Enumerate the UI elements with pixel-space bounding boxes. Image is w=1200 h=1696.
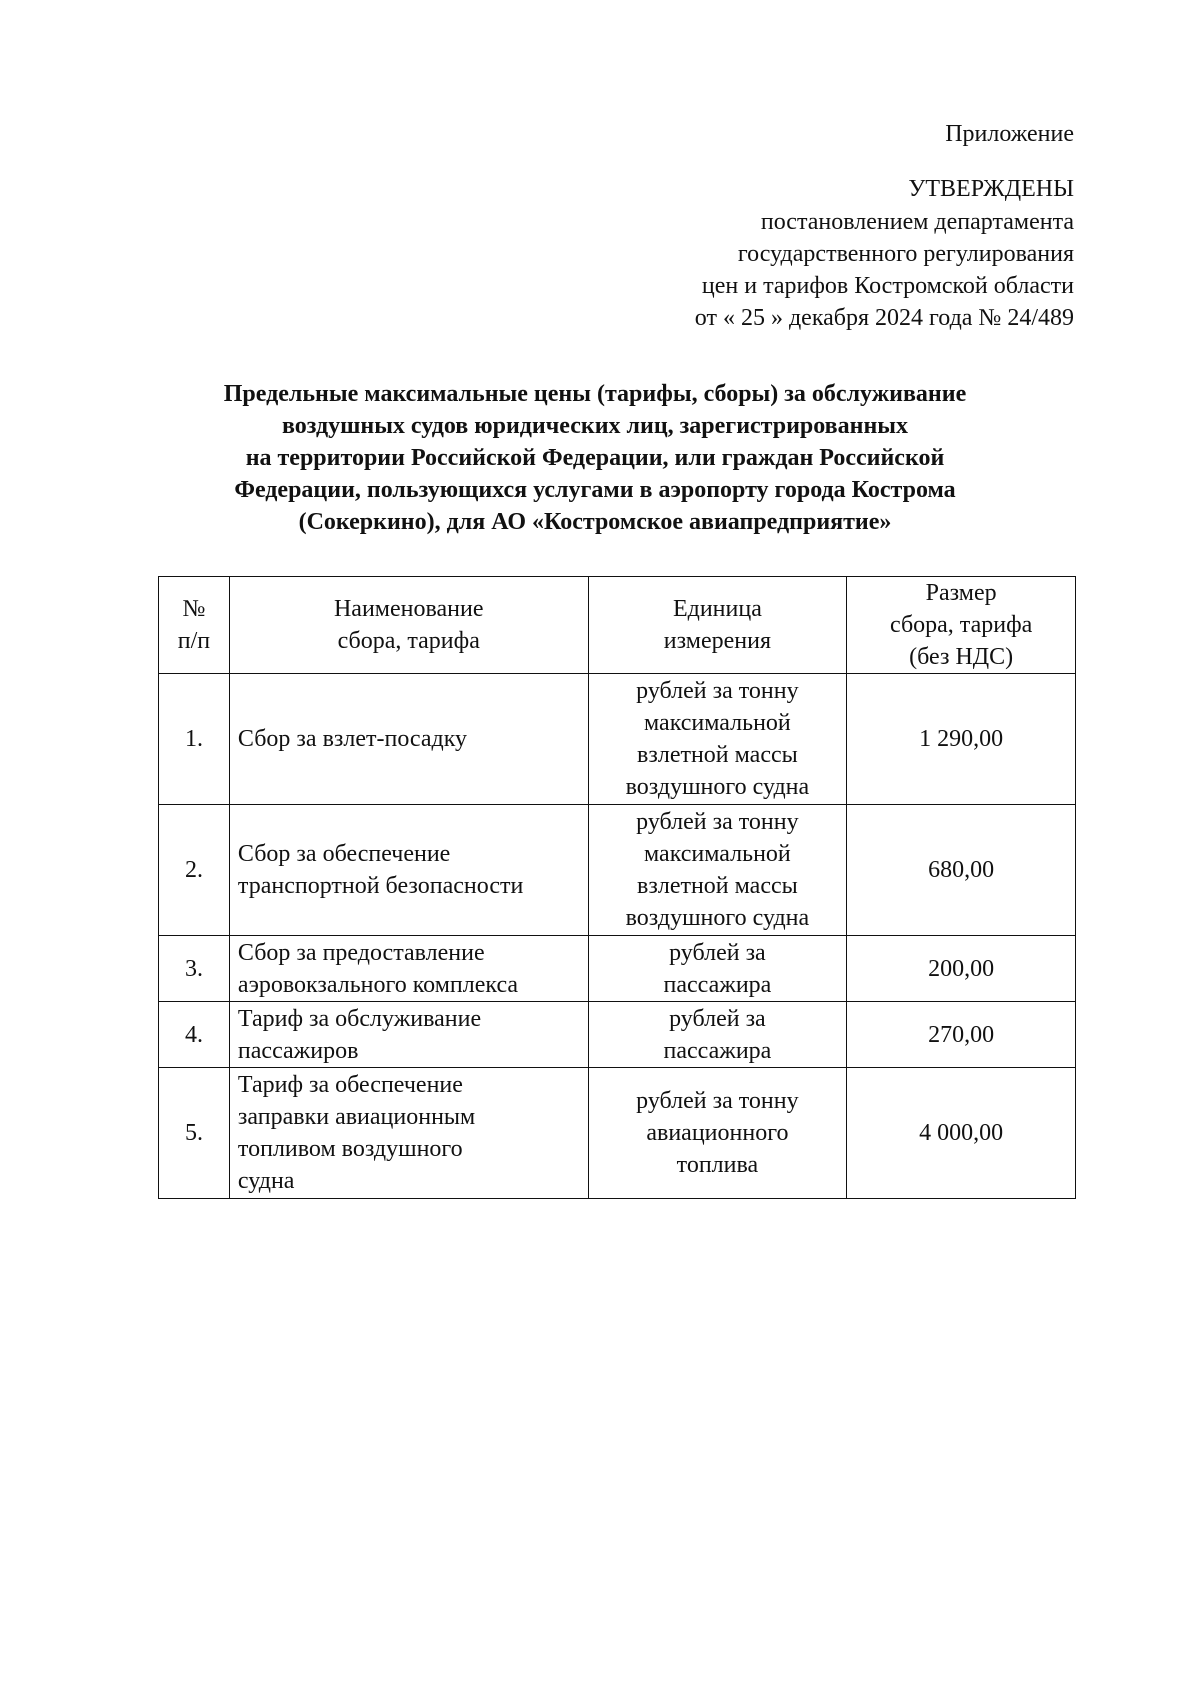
document-title	[150, 378, 1040, 538]
row-unit-line: рублей за тонну	[636, 809, 799, 835]
header-name-line: Наименование	[333, 596, 484, 622]
approval-line-3: цен и тарифов Костромской области	[701, 273, 1074, 299]
header-value	[847, 577, 1076, 674]
row-name-line: Тариф за обслуживание	[237, 1005, 482, 1032]
header-unit-line: измерения	[663, 628, 771, 654]
header-name	[229, 577, 588, 674]
row-value: 270,00	[847, 1002, 1076, 1068]
row-unit-line: максимальной	[644, 710, 791, 736]
header-num	[159, 577, 230, 674]
row-name-line: судна	[237, 1168, 295, 1194]
title-line-2: воздушных судов юридических лиц, зарегистрированных	[281, 413, 909, 439]
row-name-line: аэровокзального комплекса	[237, 971, 519, 998]
title-line-4: Федерации, пользующихся услугами в аэропорту города Кострома	[234, 477, 956, 503]
approval-line-1: постановлением департамента	[760, 209, 1074, 235]
table-row	[159, 674, 1076, 805]
row-unit	[588, 805, 847, 936]
row-value: 680,00	[847, 805, 1076, 936]
table-header-row	[159, 577, 1076, 674]
row-unit-line: рублей за	[669, 1005, 766, 1032]
table-row	[159, 1002, 1076, 1068]
row-value: 200,00	[847, 936, 1076, 1002]
row-num: 3.	[159, 936, 230, 1002]
row-num: 1.	[159, 674, 230, 805]
row-name	[229, 1002, 588, 1068]
approval-block	[695, 118, 1074, 334]
row-unit-line: рублей за тонну	[636, 678, 799, 704]
table-row	[159, 805, 1076, 936]
header-num-line: п/п	[177, 628, 211, 654]
row-unit-line: воздушного судна	[625, 905, 810, 931]
row-unit	[588, 674, 847, 805]
header-unit-line: Единица	[672, 596, 762, 622]
row-unit	[588, 1068, 847, 1199]
row-num: 2.	[159, 805, 230, 936]
tariff-table	[158, 576, 1076, 1199]
row-unit-line: топлива	[676, 1152, 759, 1178]
row-unit-line: пассажира	[663, 1037, 772, 1064]
row-unit-line: взлетной массы	[637, 742, 798, 768]
row-unit-line: авиационного	[646, 1120, 789, 1146]
approved-label: УТВЕРЖДЕНЫ	[908, 176, 1074, 202]
row-name	[229, 674, 588, 805]
row-unit-line: взлетной массы	[637, 873, 798, 899]
row-unit-line: рублей за	[669, 939, 766, 966]
row-name	[229, 936, 588, 1002]
row-unit-line: рублей за тонну	[636, 1088, 799, 1114]
row-name-line: транспортной безопасности	[237, 873, 524, 899]
row-unit-line: максимальной	[644, 841, 791, 867]
header-value-line: (без НДС)	[909, 644, 1014, 670]
title-line-1: Предельные максимальные цены (тарифы, сборы) за обслуживание	[223, 381, 967, 407]
table-row	[159, 1068, 1076, 1199]
header-num-line: №	[182, 596, 206, 622]
row-name-line: Тариф за обеспечение	[237, 1072, 463, 1098]
row-name-line: Сбор за предоставление	[237, 939, 485, 966]
row-num: 5.	[159, 1068, 230, 1199]
title-line-3: на территории Российской Федерации, или граждан Российской	[245, 445, 945, 471]
approval-date-number: от « 25 » декабря 2024 года № 24/489	[694, 305, 1074, 331]
row-name	[229, 1068, 588, 1199]
row-unit-line: пассажира	[663, 971, 772, 998]
table-row	[159, 936, 1076, 1002]
row-name-line: пассажиров	[237, 1037, 359, 1064]
row-name-line: Сбор за обеспечение	[237, 841, 451, 867]
approval-line-2: государственного регулирования	[737, 241, 1074, 267]
row-name	[229, 805, 588, 936]
header-unit	[588, 577, 847, 674]
row-unit	[588, 1002, 847, 1068]
header-value-line: сбора, тарифа	[890, 612, 1033, 638]
row-unit-line: воздушного судна	[625, 774, 810, 800]
row-value: 1 290,00	[847, 674, 1076, 805]
appendix-label: Приложение	[945, 121, 1074, 147]
header-name-line: сбора, тарифа	[337, 628, 480, 654]
title-line-5: (Сокеркино), для АО «Костромское авиапредприятие»	[298, 509, 892, 535]
row-unit	[588, 936, 847, 1002]
header-value-line: Размер	[925, 580, 997, 606]
row-name-line: топливом воздушного	[237, 1136, 463, 1162]
row-name-line: Сбор за взлет-посадку	[237, 726, 468, 752]
row-name-line: заправки авиационным	[237, 1104, 476, 1130]
row-value: 4 000,00	[847, 1068, 1076, 1199]
row-num: 4.	[159, 1002, 230, 1068]
